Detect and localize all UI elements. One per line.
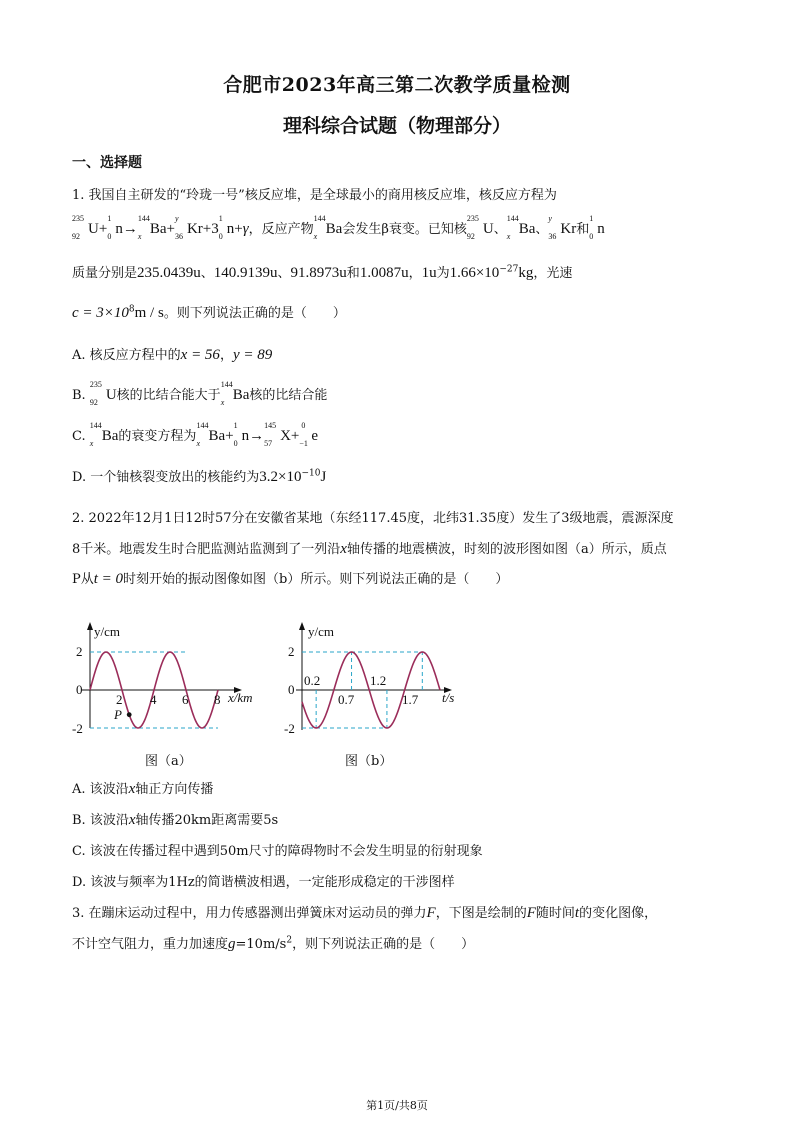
q1-eq-tail: ，反应产物 — [248, 222, 314, 237]
point-p-label: P — [114, 707, 122, 722]
option-a-x: x = 56 — [180, 347, 220, 363]
q2-option-b-text: B. 该波沿 — [72, 813, 129, 828]
nuclide-ba144: 144 x Ba — [89, 421, 119, 448]
q2-t0: t = 0 — [93, 571, 124, 587]
nuclide-ba144: 144 x Ba — [196, 421, 226, 448]
mass-ba144: 140.9139u — [213, 265, 278, 281]
fig-a-ytick: 0 — [76, 682, 83, 697]
separator: 、 — [200, 266, 214, 281]
nuclide-neutron: 1 0 n — [589, 214, 605, 241]
option-b-text: B. — [72, 388, 90, 403]
fig-b-ytick: 0 — [288, 682, 295, 697]
fig-a-xtick: 4 — [150, 692, 157, 707]
fig-a-ytick: -2 — [72, 721, 83, 736]
q1-option-b — [72, 380, 328, 407]
q2-option-c: C. 该波在传播过程中遇到50m尺寸的障碍物时不会发生明显的衍射现象 — [72, 844, 483, 859]
light-text: ，光速 — [533, 266, 573, 281]
nuclide-kr: y 36 Kr — [548, 214, 577, 241]
fig-a-y-arrow — [87, 622, 93, 630]
q2-line1: 2. 2022年12月1日12时57分在安徽省某地（东经117.45度，北纬31.35度）发生了3级地震，震源深度 — [72, 511, 674, 526]
fig-b-ttick: 0.2 — [304, 673, 321, 688]
q3-line1a: 3. 在蹦床运动过程中，用力传感器测出弹簧床对运动员的弹力 — [72, 906, 427, 921]
section-heading: 一、选择题 — [72, 155, 142, 171]
q2-line2: 8千米。地震发生时合肥监测站监测到了一列沿x轴传播的地震横波，时刻的波形图如图（a）所示，质点 — [72, 541, 667, 557]
fig-b-ttick: 1.2 — [370, 673, 387, 688]
nuclide-kr: y 36 Kr — [174, 214, 203, 241]
light-speed: c = 3×10 — [72, 305, 129, 321]
option-c-text2: 的衰变方程为 — [118, 429, 197, 444]
option-b-text3: 核的比结合能 — [249, 388, 328, 403]
option-d-exponent: −10 — [301, 468, 321, 479]
fig-b-ttick: 1.7 — [402, 692, 419, 707]
q1-option-d — [72, 466, 326, 486]
q1-stem-line1: 1. 我国自主研发的“玲珑一号”核反应堆，是全球最小的商用核反应堆，核反应方程为 — [72, 188, 557, 203]
figure-b — [270, 618, 470, 768]
q1-option-a: A. 核反应方程中的x = 56，y = 89 — [72, 347, 273, 363]
option-a-y: y = 89 — [232, 347, 273, 363]
mass-kr: 91.8973u — [290, 265, 347, 281]
separator: 、 — [277, 266, 291, 281]
q1-c-line — [72, 302, 346, 322]
q1-mass-line: 质量分别是235.0439u、140.9139u、91.8973u和1.0087u，1u为$1.66\times 10^{-27}kg$，光速 — [72, 264, 573, 281]
page-title: 合肥市2023年高三第二次教学质量检测 — [223, 74, 571, 96]
q2-option-b: B. 该波沿x轴传播20km距离需要5s — [72, 812, 279, 828]
q2-line3a: P从 — [72, 572, 94, 587]
nuclide-u235: 235 92 U — [89, 380, 117, 407]
nuclide-u235: 235 92 U — [466, 214, 494, 241]
separator: 、 — [493, 222, 507, 237]
mass-neutron: 1.0087u — [359, 265, 409, 281]
option-d-text: D. 一个铀核裂变放出的核能约为 — [72, 470, 260, 485]
nuclide-neutron: 1 0 n — [107, 214, 123, 241]
q3-line2a: 不计空气阻力，重力加速度 — [72, 937, 229, 952]
fig-a-ytick: 2 — [76, 644, 83, 659]
and-text: 和 — [346, 266, 360, 281]
fig-b-ttick: 0.7 — [338, 692, 355, 707]
point-p-marker — [127, 712, 132, 717]
nuclide-electron: 0 −1 e — [299, 421, 319, 448]
fig-b-y-arrow — [299, 622, 305, 630]
fig-a-xlabel: x/km — [228, 690, 253, 705]
page-subtitle: 理科综合试题（物理部分） — [282, 115, 511, 137]
fig-a-ylabel: y/cm — [94, 624, 120, 639]
q3-line1: 3. 在蹦床运动过程中，用力传感器测出弹簧床对运动员的弹力F，下图是绘制的F随时间t的变化图像， — [72, 905, 658, 921]
option-d-value: 3.2×10 — [259, 469, 302, 485]
nuclide-ba144: 144 x Ba — [313, 214, 343, 241]
q2-line2a: 8千米。地震发生时合肥监测站监测到了一列沿 — [72, 542, 341, 557]
q3-line2b: =10m/s — [235, 937, 287, 952]
option-c-text: C. — [72, 429, 90, 444]
q2-option-a-text: A. 该波沿 — [72, 782, 129, 797]
q2-line3 — [72, 568, 508, 588]
fig-a-xtick: 2 — [116, 692, 123, 707]
fig-b-caption: 图（b） — [345, 754, 393, 769]
and-text: 和 — [576, 222, 590, 237]
mass-u235: 235.0439u — [137, 265, 201, 281]
fig-b-xlabel: t/s — [442, 690, 455, 705]
fig-a-xtick: 8 — [214, 692, 221, 707]
q3-line1d: 的变化图像， — [579, 906, 658, 921]
figure-a — [60, 618, 280, 768]
q1-decay-text: 会发生β衰变。已知核 — [342, 222, 467, 237]
fig-a-xtick: 6 — [182, 692, 189, 707]
q2-option-d: D. 该波与频率为1Hz的简谐横波相遇，一定能形成稳定的干涉图样 — [72, 875, 455, 890]
q2-line3c: 时刻开始的振动图像如图（b）所示。则下列说法正确的是（ ） — [123, 572, 509, 587]
nuclide-ba144: 144 x Ba — [220, 380, 250, 407]
separator: 、 — [535, 222, 549, 237]
nuclide-neutron: 1 0 n — [233, 421, 250, 448]
nuclide-x145: 145 57 X — [264, 421, 291, 448]
fig-b-ytick: -2 — [284, 721, 295, 736]
c-exponent: 8 — [128, 304, 135, 315]
q1-option-c: C. 144 x Ba的衰变方程为 144 x Ba+ 1 0 n→ 145 57 X+ 0 −1 e — [72, 421, 319, 448]
q2-option-a: A. 该波沿x轴正方向传播 — [72, 781, 214, 797]
fig-a-caption: 图（a） — [145, 754, 192, 769]
nuclide-ba144: 144 x Ba — [137, 214, 167, 241]
unit-u: 1u — [421, 265, 437, 281]
fig-b-ylabel: y/cm — [308, 624, 334, 639]
nuclide-ba144: 144 x Ba — [506, 214, 536, 241]
u-exponent: −27 — [499, 264, 519, 275]
q3-line1b: ，下图是绘制的 — [435, 906, 527, 921]
q2-option-b-text2: 轴传播20km距离需要5s — [135, 813, 279, 828]
fig-b-ytick: 2 — [288, 644, 295, 659]
is-text: 为 — [436, 266, 450, 281]
option-b-text2: 核的比结合能大于 — [116, 388, 221, 403]
u-value: 1.66×10 — [449, 265, 500, 281]
q3-line2c: ，则下列说法正确的是（ ） — [292, 937, 475, 952]
q3-line1c: 随时间 — [535, 906, 575, 921]
q1-stem-end: 。则下列说法正确的是（ ） — [163, 306, 346, 321]
q2-option-a-text2: 轴正方向传播 — [135, 782, 214, 797]
q1-equation-line: 235 92 U+ 1 0 n→ 144 x Ba+ y 36 Kr+3 1 0 n+γ，反应产物 144 x Ba会发生β衰变。已知核 235 92 U、 144 x Ba、 y 36 Kr和 1 0 n — [72, 214, 605, 241]
nuclide-neutron: 1 0 n — [218, 214, 235, 241]
nuclide-u235: 235 92 U — [72, 214, 99, 241]
option-d-unit: J — [320, 469, 327, 485]
c-unit: m / s — [134, 305, 164, 321]
mass-prefix: 质量分别是 — [72, 266, 138, 281]
page-footer: 第1页/共8页 — [366, 1099, 428, 1112]
u-unit: kg — [518, 265, 534, 281]
option-a-text: A. 核反应方程中的 — [72, 348, 181, 363]
q2-line2b: 轴传播的地震横波，时刻的波形图如图（a）所示，质点 — [346, 542, 667, 557]
q3-line2: 不计空气阻力，重力加速度$g=10m/s^2$，则下列说法正确的是（ ） — [72, 935, 475, 952]
